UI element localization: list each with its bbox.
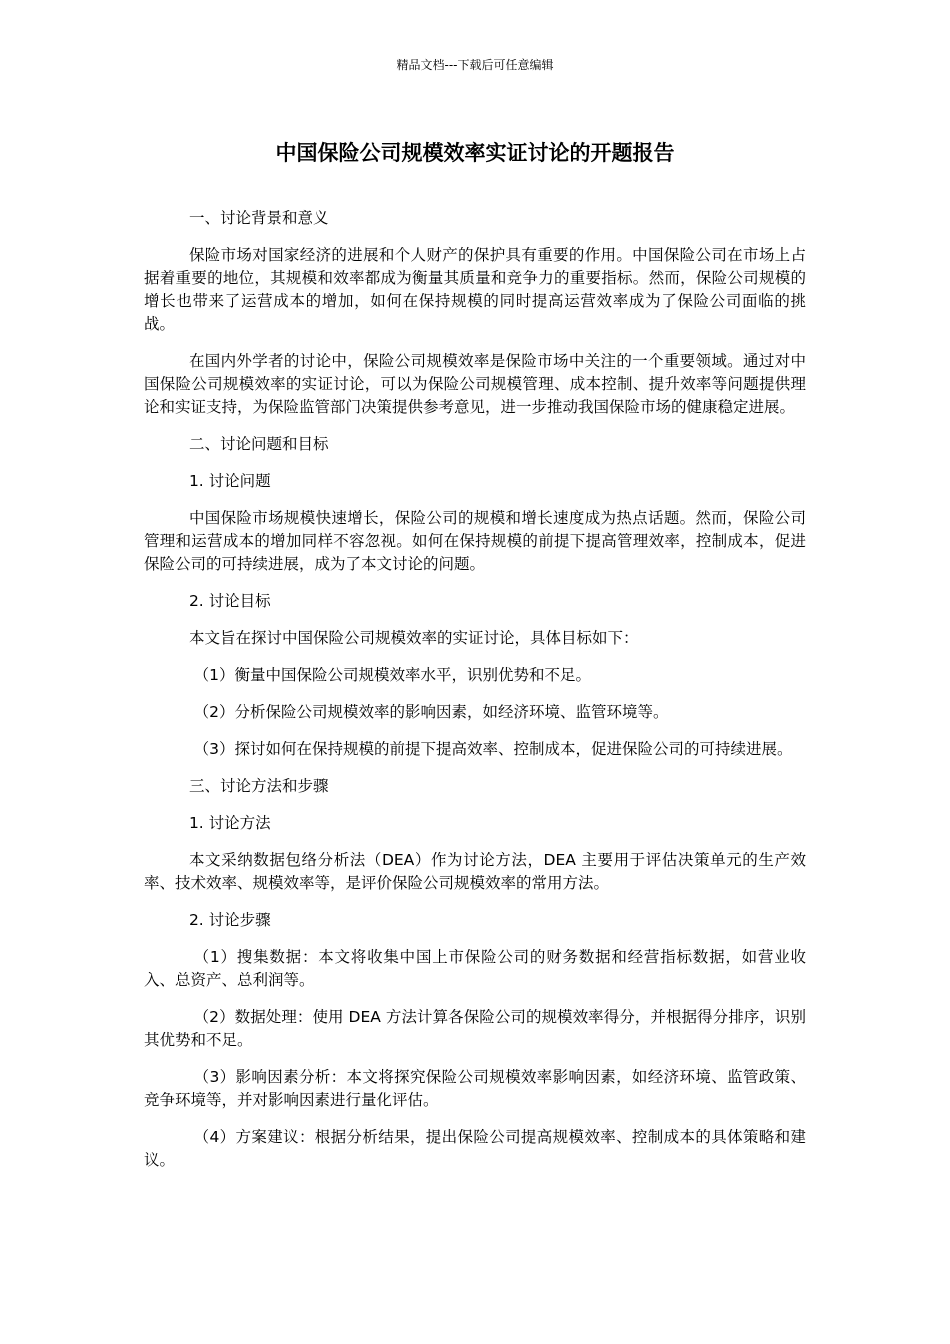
goal-item-2: （2）分析保险公司规模效率的影响因素，如经济环境、监管环境等。 [193, 703, 669, 721]
step-item-2: （2）数据处理：使用 DEA 方法计算各保险公司的规模效率得分，并根据得分排序，识别其优势和不足。 [144, 1008, 806, 1049]
step-item-4: （4）方案建议：根据分析结果，提出保险公司提高规模效率、控制成本的具体策略和建议。 [144, 1128, 806, 1169]
paragraph-background-2: 在国内外学者的讨论中，保险公司规模效率是保险市场中关注的一个重要领域。通过对中国保险公司规模效率的实证讨论，可以为保险公司规模管理、成本控制、提升效率等问题提供理论和实证支持，为保险监管部门决策提供参考意见，进一步推动我国保险市场的健康稳定进展。 [144, 352, 806, 416]
document-body [144, 207, 806, 1186]
document-title: 中国保险公司规模效率实证讨论的开题报告 [275, 141, 675, 165]
section-heading-background: 一、讨论背景和意义 [188, 209, 329, 227]
paragraph-research-method: 本文采纳数据包络分析法（DEA）作为讨论方法，DEA 主要用于评估决策单元的生产效率、技术效率、规模效率等，是评价保险公司规模效率的常用方法。 [144, 851, 806, 892]
goal-item-1: （1）衡量中国保险公司规模效率水平，识别优势和不足。 [193, 666, 591, 684]
step-item-3: （3）影响因素分析：本文将探究保险公司规模效率影响因素，如经济环境、监管政策、竞争环境等，并对影响因素进行量化评估。 [144, 1068, 806, 1109]
subheading-research-goal: 2. 讨论目标 [188, 592, 271, 610]
paragraph-research-question: 中国保险市场规模快速增长，保险公司的规模和增长速度成为热点话题。然而，保险公司管理和运营成本的增加同样不容忽视。如何在保持规模的前提下提高管理效率，控制成本，促进保险公司的可持续进展，成为了本文讨论的问题。 [144, 509, 806, 573]
step-item-1: （1）搜集数据：本文将收集中国上市保险公司的财务数据和经营指标数据，如营业收入、总资产、总利润等。 [144, 948, 806, 989]
section-heading-questions: 二、讨论问题和目标 [188, 435, 329, 453]
subheading-research-method: 1. 讨论方法 [188, 814, 271, 832]
page-header-note: 精品文档---下载后可任意编辑 [396, 58, 554, 72]
subheading-research-question: 1. 讨论问题 [188, 472, 271, 490]
paragraph-background-1: 保险市场对国家经济的进展和个人财产的保护具有重要的作用。中国保险公司在市场上占据着重要的地位，其规模和效率都成为衡量其质量和竞争力的重要指标。然而，保险公司规模的增长也带来了运营成本的增加，如何在保持规模的同时提高运营效率成为了保险公司面临的挑战。 [144, 246, 806, 333]
paragraph-research-goal: 本文旨在探讨中国保险公司规模效率的实证讨论，具体目标如下： [188, 629, 639, 647]
subheading-research-steps: 2. 讨论步骤 [188, 911, 271, 929]
section-heading-methods: 三、讨论方法和步骤 [188, 777, 329, 795]
goal-item-3: （3）探讨如何在保持规模的前提下提高效率、控制成本，促进保险公司的可持续进展。 [193, 740, 793, 758]
